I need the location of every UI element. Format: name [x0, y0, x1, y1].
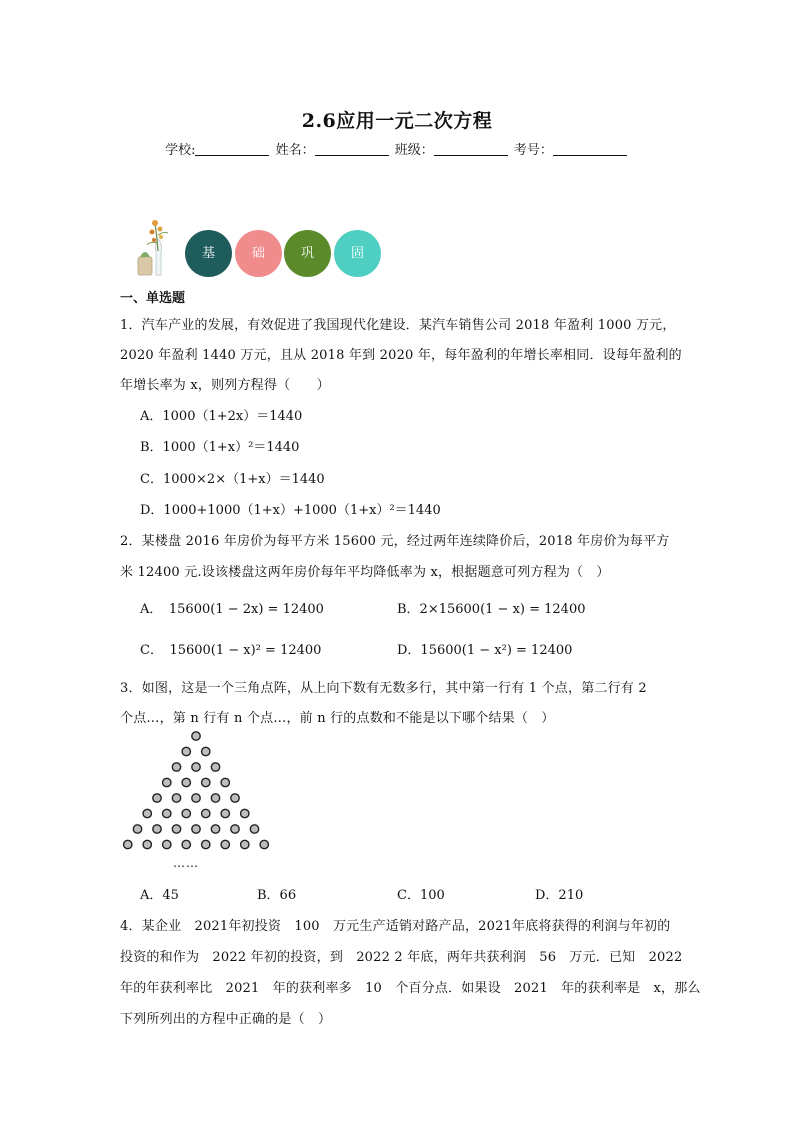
q2-line1: 2．某楼盘 2016 年房价为每平方米 15600 元，经过两年连续降价后，2018 年房价为每平方 — [120, 534, 670, 549]
q1-option-a[interactable]: A．1000（1+2x）＝1440 — [140, 409, 303, 424]
dot — [202, 778, 210, 786]
q2-option-a[interactable]: A． 15600(1 − 2x) = 12400 — [140, 602, 324, 617]
q3-option-a[interactable]: A．45 — [140, 888, 179, 903]
q4-line3: 年的年获利率比 2021 年的获利率多 10 个百分点．如果设 2021 年的获利率是 x，那么 — [120, 981, 701, 996]
q2-option-b[interactable]: B．2×15600(1 − x) = 12400 — [397, 602, 586, 617]
q2-option-c[interactable]: C． 15600(1 − x)² = 12400 — [140, 643, 322, 658]
class-blank[interactable] — [434, 142, 508, 156]
q2-line2: 米 12400 元.设该楼盘这两年房价每年平均降低率为 x，根据题意可列方程为（ ） — [120, 565, 610, 580]
badge-gu: 固 — [334, 230, 381, 277]
dot — [202, 809, 210, 817]
badge-chu: 础 — [235, 230, 282, 277]
plant-vase-icon — [136, 217, 176, 277]
dot — [143, 809, 151, 817]
q3-option-b[interactable]: B．66 — [257, 888, 297, 903]
dot — [241, 809, 249, 817]
dot — [182, 747, 190, 755]
q3-line1: 3．如图，这是一个三角点阵，从上向下数有无数多行，其中第一行有 1 个点，第二行有 2 — [120, 681, 647, 696]
dot — [163, 778, 171, 786]
dot — [231, 825, 239, 833]
dot — [143, 840, 151, 848]
dot — [172, 825, 180, 833]
dot — [221, 778, 229, 786]
q4-line2: 投资的和作为 2022 年初的投资，到 2022 2 年底，两年共获利润 56 万元．已知 2022 — [120, 950, 683, 965]
dot — [163, 840, 171, 848]
triangle-dot-array-figure — [118, 728, 278, 868]
dot — [250, 825, 258, 833]
q1-option-c[interactable]: C．1000×2×（1+x）＝1440 — [140, 472, 325, 487]
q3-option-c[interactable]: C．100 — [397, 888, 445, 903]
q1-option-d[interactable]: D．1000+1000（1+x）+1000（1+x）²＝1440 — [140, 503, 441, 518]
section-heading: 一、单选题 — [120, 291, 186, 306]
dot — [211, 794, 219, 802]
dot — [124, 840, 132, 848]
dot — [192, 763, 200, 771]
dot — [153, 794, 161, 802]
dot — [202, 747, 210, 755]
dot — [260, 840, 268, 848]
dot — [211, 763, 219, 771]
q3-option-d[interactable]: D．210 — [535, 888, 584, 903]
school-label: 学校: — [165, 143, 196, 158]
dot — [241, 840, 249, 848]
dot — [221, 840, 229, 848]
q1-option-b[interactable]: B．1000（1+x）²＝1440 — [140, 440, 300, 455]
name-label: 姓名： — [275, 143, 315, 158]
q1-line3: 年增长率为 x，则列方程得（ ） — [120, 378, 330, 393]
dot — [182, 809, 190, 817]
dot — [163, 809, 171, 817]
q1-line1: 1．汽车产业的发展，有效促进了我国现代化建设．某汽车销售公司 2018 年盈利 1000 万元， — [120, 318, 676, 333]
dot — [153, 825, 161, 833]
q3-line2: 个点…，第 n 行有 n 个点…，前 n 行的点数和不能是以下哪个结果（ ） — [120, 711, 555, 726]
q4-line4: 下列所列出的方程中正确的是（ ） — [120, 1012, 332, 1027]
dot — [221, 809, 229, 817]
dot — [182, 778, 190, 786]
dot — [172, 763, 180, 771]
q4-line1: 4．某企业 2021年初投资 100 万元生产适销对路产品，2021年底将获得的利润与年初的 — [120, 919, 671, 934]
dot — [133, 825, 141, 833]
name-blank[interactable] — [315, 142, 389, 156]
q1-line2: 2020 年盈利 1440 万元，且从 2018 年到 2020 年，每年盈利的年增长率相同．设每年盈利的 — [120, 348, 682, 363]
dot — [202, 840, 210, 848]
class-label: 班级： — [394, 143, 434, 158]
q2-option-d[interactable]: D．15600(1 − x²) = 12400 — [397, 643, 573, 658]
student-info-fields — [0, 139, 794, 158]
dot — [192, 794, 200, 802]
badge-ji: 基 — [185, 230, 232, 277]
dot — [172, 794, 180, 802]
dot-ellipsis: …… — [173, 856, 199, 870]
dot — [182, 840, 190, 848]
dot — [211, 825, 219, 833]
dot — [192, 732, 200, 740]
exam-no-label: 考号： — [513, 143, 553, 158]
dot — [192, 825, 200, 833]
page-title: 2.6应用一元二次方程 — [301, 110, 493, 132]
badge-gong: 巩 — [284, 230, 331, 277]
school-blank[interactable] — [195, 142, 269, 156]
dot — [231, 794, 239, 802]
exam-no-blank[interactable] — [553, 142, 627, 156]
